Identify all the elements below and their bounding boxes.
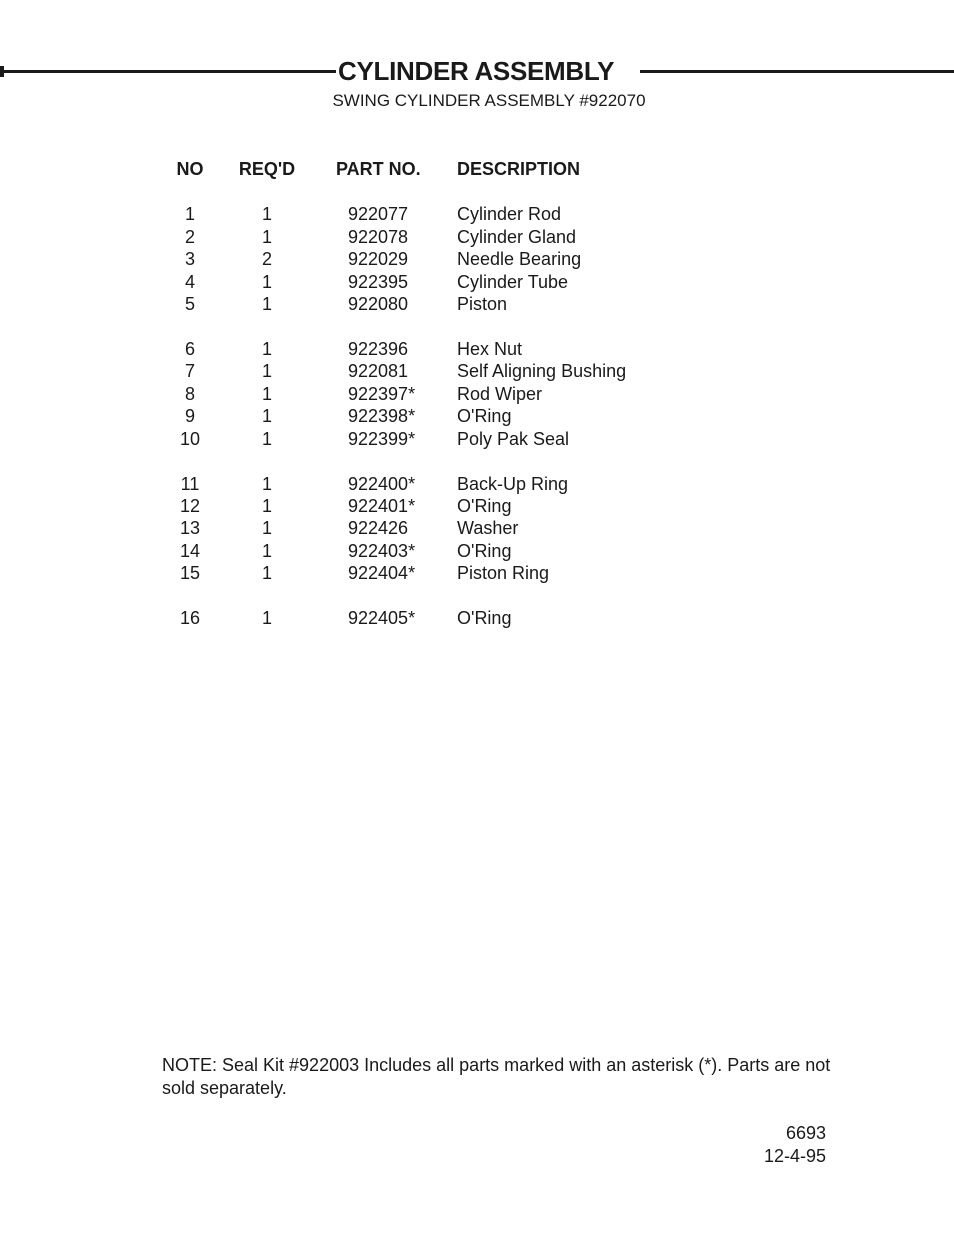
part-quantity-required: 1 <box>261 563 272 583</box>
part-number: 922078 <box>348 227 409 247</box>
column-header-reqd: REQ'D <box>238 159 296 179</box>
part-description: Rod Wiper <box>457 384 543 404</box>
part-quantity-required: 1 <box>261 541 272 561</box>
part-item-number: 5 <box>184 294 195 314</box>
parts-table-row <box>0 406 954 428</box>
part-number: 922426 <box>348 518 409 538</box>
part-item-number: 9 <box>184 406 195 426</box>
part-quantity-required: 1 <box>261 339 272 359</box>
part-number: 922401* <box>348 496 416 516</box>
part-description: Needle Bearing <box>457 249 582 269</box>
part-number: 922405* <box>348 608 416 628</box>
part-item-number: 13 <box>179 518 201 538</box>
part-number: 922403* <box>348 541 416 561</box>
part-item-number: 10 <box>179 429 201 449</box>
part-item-number: 8 <box>184 384 195 404</box>
part-number: 922077 <box>348 204 409 224</box>
part-description: O'Ring <box>457 608 512 628</box>
part-number: 922396 <box>348 339 409 359</box>
part-item-number: 3 <box>184 249 195 269</box>
part-description: Self Aligning Bushing <box>457 361 627 381</box>
part-number: 922400* <box>348 474 416 494</box>
column-header-no: NO <box>176 159 204 179</box>
part-item-number: 15 <box>179 563 201 583</box>
document-date: 12-4-95 <box>763 1146 826 1166</box>
part-number: 922397* <box>348 384 416 404</box>
part-description: Back-Up Ring <box>457 474 569 494</box>
part-quantity-required: 1 <box>261 406 272 426</box>
parts-table-row <box>0 496 954 518</box>
part-quantity-required: 1 <box>261 384 272 404</box>
part-description: Cylinder Rod <box>457 204 562 224</box>
parts-table-row <box>0 227 954 249</box>
parts-table-row <box>0 204 954 226</box>
part-quantity-required: 1 <box>261 518 272 538</box>
part-item-number: 11 <box>180 474 200 494</box>
part-description: Cylinder Gland <box>457 227 577 247</box>
part-quantity-required: 1 <box>261 294 272 314</box>
part-number: 922399* <box>348 429 416 449</box>
part-item-number: 6 <box>184 339 195 359</box>
page-title: CYLINDER ASSEMBLY <box>338 56 615 86</box>
part-number: 922404* <box>348 563 416 583</box>
parts-table-row <box>0 608 954 630</box>
part-number: 922398* <box>348 406 416 426</box>
part-number: 922029 <box>348 249 409 269</box>
parts-table-row <box>0 249 954 271</box>
parts-table-row <box>0 384 954 406</box>
part-description: O'Ring <box>457 541 512 561</box>
part-number: 922080 <box>348 294 409 314</box>
part-item-number: 1 <box>184 204 195 224</box>
part-number: 922081 <box>348 361 409 381</box>
part-item-number: 7 <box>184 361 195 381</box>
column-header-part-no: PART NO. <box>336 159 421 179</box>
document-number: 6693 <box>785 1123 826 1143</box>
part-quantity-required: 2 <box>261 249 272 269</box>
part-description: Poly Pak Seal <box>457 429 570 449</box>
part-quantity-required: 1 <box>261 204 272 224</box>
parts-table-row <box>0 272 954 294</box>
part-quantity-required: 1 <box>261 272 272 292</box>
part-quantity-required: 1 <box>261 361 272 381</box>
parts-table-row <box>0 361 954 383</box>
part-item-number: 2 <box>184 227 195 247</box>
part-number: 922395 <box>348 272 409 292</box>
part-description: Cylinder Tube <box>457 272 569 292</box>
part-description: O'Ring <box>457 496 512 516</box>
parts-table-row <box>0 339 954 361</box>
part-item-number: 16 <box>179 608 201 628</box>
seal-kit-note: NOTE: Seal Kit #922003 Includes all parts marked with an asterisk (*). Parts are not sold separately. <box>162 1055 831 1098</box>
part-description: Washer <box>457 518 519 538</box>
parts-table-row <box>0 541 954 563</box>
parts-table-row <box>0 474 954 496</box>
part-quantity-required: 1 <box>261 474 272 494</box>
part-item-number: 4 <box>184 272 195 292</box>
column-header-description: DESCRIPTION <box>457 159 581 179</box>
parts-table-row <box>0 294 954 316</box>
part-description: Piston <box>457 294 508 314</box>
part-description: Hex Nut <box>457 339 523 359</box>
part-quantity-required: 1 <box>261 496 272 516</box>
part-item-number: 12 <box>179 496 201 516</box>
page-subtitle: SWING CYLINDER ASSEMBLY #922070 <box>332 91 646 110</box>
part-description: O'Ring <box>457 406 512 426</box>
parts-table-row <box>0 563 954 585</box>
title-rule-right <box>640 70 954 73</box>
parts-table-row <box>0 429 954 451</box>
part-item-number: 14 <box>179 541 201 561</box>
parts-table-row <box>0 518 954 540</box>
part-quantity-required: 1 <box>261 429 272 449</box>
part-quantity-required: 1 <box>261 608 272 628</box>
part-quantity-required: 1 <box>261 227 272 247</box>
title-rule-left <box>0 70 336 73</box>
part-description: Piston Ring <box>457 563 550 583</box>
